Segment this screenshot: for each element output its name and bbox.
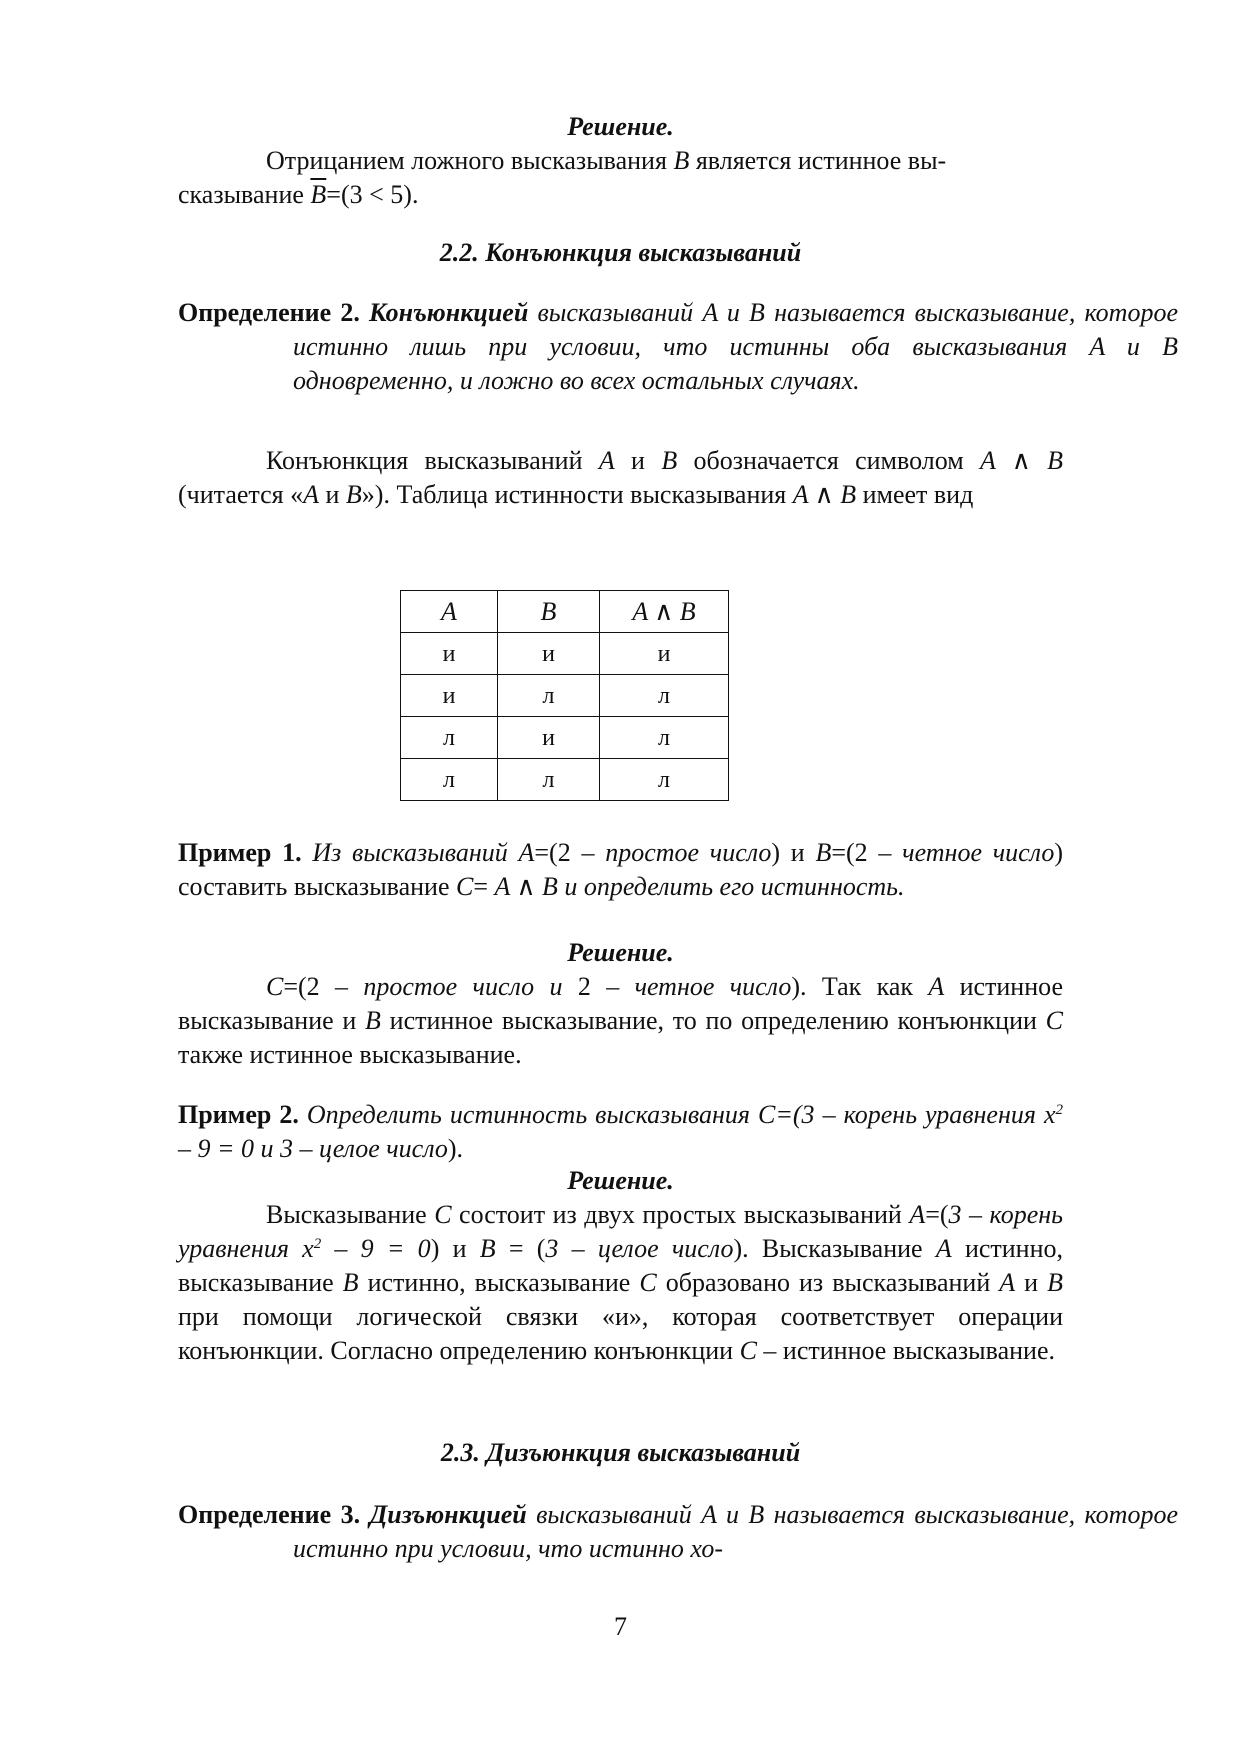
definition-2 bbox=[178, 296, 1178, 398]
table-cell: и bbox=[401, 675, 498, 717]
example-label: Пример 2. bbox=[178, 1100, 299, 1129]
example-2-solution: Высказывание C состоит из двух простых высказываний A=(3 – корень уравнения $x^2 - 9 = 0$) и B = (3 – целое число). Высказывание A истинно, высказывание B истинно, высказывание C образовано из высказываний A и B при помощи логической связки «и», которая соответствует операции конъюнкции. Согласно определению конъюнкции C – истинное высказывание. bbox=[178, 1200, 1064, 1365]
section-heading-2-3: 2.3. Дизъюнкция высказываний bbox=[440, 1438, 801, 1467]
table-header-cell: A bbox=[401, 591, 498, 633]
table-cell: и bbox=[498, 633, 600, 675]
definition-term: Дизъюнкцией bbox=[369, 1500, 527, 1529]
table-row bbox=[401, 675, 729, 717]
solution-heading: Решение. bbox=[567, 938, 674, 967]
table-row bbox=[401, 717, 729, 759]
example-label: Пример 1. bbox=[178, 838, 302, 867]
definition-body: высказываний A и B называется высказывание, которое истинно при условии, что истинно хо- bbox=[293, 1500, 1178, 1563]
negation-line-1: Отрицанием ложного высказывания B является истинное вы- bbox=[266, 146, 947, 175]
page-number: 7 bbox=[614, 1612, 627, 1641]
table-cell: л bbox=[498, 675, 600, 717]
table-cell: и bbox=[498, 717, 600, 759]
table-cell: и bbox=[600, 633, 729, 675]
solution-heading: Решение. bbox=[567, 1166, 674, 1195]
definition-label: Определение 3. bbox=[178, 1500, 361, 1529]
table-cell: л bbox=[401, 717, 498, 759]
table-header-row bbox=[401, 591, 729, 633]
section-heading-2-2: 2.2. Конъюнкция высказываний bbox=[439, 238, 802, 267]
example-2: Пример 2. Определить истинность высказывания C=(3 – корень уравнения $x^2 - 9 = 0$ и 3 – целое число). bbox=[178, 1100, 1063, 1163]
table-cell: л bbox=[401, 759, 498, 801]
table-header-cell: A ∧ B bbox=[600, 591, 729, 633]
definition-3 bbox=[178, 1498, 1178, 1566]
table-header-cell: B bbox=[498, 591, 600, 633]
table-cell: и bbox=[401, 633, 498, 675]
definition-term: Конъюнкцией bbox=[369, 298, 529, 327]
table-cell: л bbox=[498, 759, 600, 801]
negated-b: $\overline{B}$ bbox=[310, 180, 327, 209]
table-row bbox=[401, 759, 729, 801]
example-1: Пример 1. Из высказываний A=(2 – простое число) и B=(2 – четное число) составить высказывание C= A ∧ B и определить его истинность. bbox=[178, 838, 1063, 901]
negation-line-2: сказывание $\overline{B}=(3 < 5)$. bbox=[178, 180, 419, 209]
solution-heading: Решение. bbox=[567, 112, 674, 141]
definition-label: Определение 2. bbox=[178, 298, 360, 327]
table-cell: л bbox=[600, 675, 729, 717]
table-row bbox=[401, 633, 729, 675]
definition-body: высказываний A и B называется высказывание, которое истинно лишь при условии, что истинны оба высказывания A и B одновременно, и ложно во всех остальных случаях. bbox=[293, 298, 1178, 395]
negation-paragraph bbox=[178, 144, 1063, 212]
truth-table bbox=[400, 590, 729, 801]
conjunction-paragraph: Конъюнкция высказываний A и B обозначается символом A ∧ B (читается «A и B»). Таблица истинности высказывания A ∧ B имеет вид bbox=[178, 446, 1064, 509]
table-cell: л bbox=[600, 759, 729, 801]
example-1-solution: C=(2 – простое число и 2 – четное число). Так как A истинное высказывание и B истинное высказывание, то по определению конъюнкции C также истинное высказывание. bbox=[178, 972, 1063, 1069]
table-cell: л bbox=[600, 717, 729, 759]
